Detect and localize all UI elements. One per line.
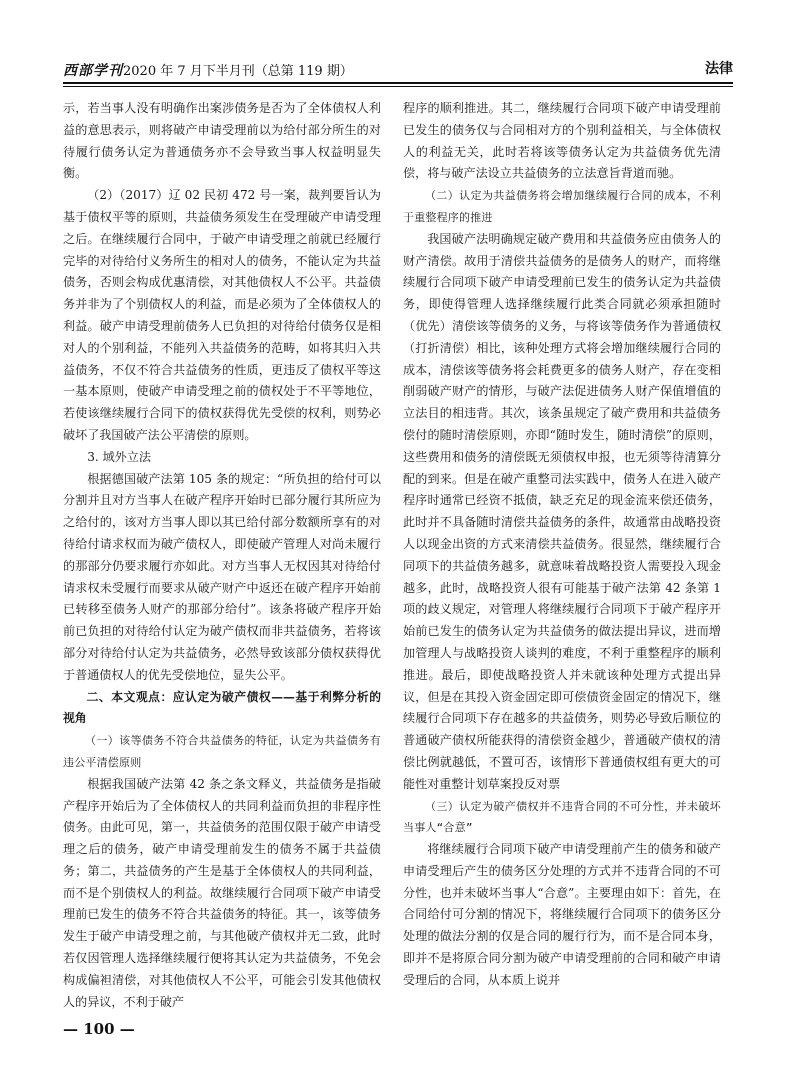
section-label: 法律 — [705, 61, 733, 77]
page-number: — 100 — — [63, 1020, 135, 1038]
paragraph: 将继续履行合同项下破产申请受理前产生的债务和破产申请受理后产生的债务区分处理的方式并不违背合同的不可分性，也并未破坏当事人“合意”。主要理由如下：首先，在合同给付可分割的情况下，将继续履行合同项下的债务区分处理的做法分割的仅是合同的履行行为，而不是合同本身，即并不是将原合同分割为破产申请受理前的合同和破产申请受理后的合同，从本质上说并 — [403, 842, 721, 987]
journal-masthead — [63, 60, 353, 80]
issue-info: 2020 年 7 月下半月刊（总第 119 期） — [123, 64, 353, 79]
right-column — [403, 98, 721, 992]
page-header — [63, 58, 733, 82]
journal-brand: 西部学刊 — [63, 63, 123, 79]
header-rule-thick — [63, 82, 733, 84]
paragraph: 示，若当事人没有明确作出案涉债务是否为了全体债权人利益的意思表示，则将破产申请受理前以为给付部分所生的对待履行债务认定为普通债务亦不会导致当事人权益明显失衡。 — [63, 101, 381, 181]
section-heading: 二、本文观点：应认定为破产债权——基于利弊分析的视角 — [63, 689, 381, 726]
paragraph: 我国破产法明确规定破产费用和共益债务应由债务人的财产清偿。故用于清偿共益债务的是债务人的财产，而将继续履行合同项下破产申请受理前已发生的债务认定为共益债务，即使得管理人选择继续履行此类合同就必须承担随时（优先）清偿该等债务的义务，与将该等债务作为普通债权（打折清偿）相比，该种处理方式将会增加继续履行合同的成本，清偿该等债务将会耗费更多的债务人财产，存在变相削弱破产财产的情形，与破产法促进债务人财产保值增值的立法目的相违背。其次，该条虽规定了破产费用和共益债务偿付的随时清偿原则，亦即“随时发生，随时清偿”的原则，这些费用和债务的清偿既无须债权申报，也无须等待清算分配的到来。但是在破产重整司法实践中，债务人在进入破产程序时通常已经资不抵债，缺乏充足的现金流来偿还债务，此时并不具备随时清偿共益债务的条件，故通常由战略投资人以现金出资的方式来清偿共益债务。很显然，继续履行合同项下的共益债务越多，就意味着战略投资人需要投入现金越多，此时，战略投资人很有可能基于破产法第 42 条第 1 项的歧义规定，对管理人将继续履行合同项下于破产程序开始前已发生的债务认定为共益债务的做法提出异议，进而增加管理人与战略投资人谈判的难度，不利于重整程序的顺利推进。最后，即使战略投资人并未就该种处理方式提出异议，但是在其投入资金固定即可偿债资金固定的情况下，继续履行合同项下存在越多的共益债务，则势必导致后顺位的普通破产债权所能获得的清偿资金越少，普通破产债权的清偿比例就越低，不置可否，该情形下普通债权组有更大的可能性对重整计划草案投反对票 — [403, 231, 721, 791]
header-rule-thin — [63, 86, 733, 87]
paragraph: 根据德国破产法第 105 条的规定：“所负担的给付可以分割并且对方当事人在破产程序开始时已部分履行其所应为之给付的，该对方当事人即以其已给付部分数额所享有的对待给付请求权而为破产债权人，即使破产管理人对尚未履行的那部分仍要求履行亦如此。对方当事人无权因其对待给付请求权未受履行而要求从破产财产中返还在破产程序开始前已转移至债务人财产的那部分给付”。该条将破产程序开始前已负担的对待给付认定为破产债权而非共益债务，若将该部分对待给付认定为共益债务，必然导致该部分债权获得优于普通债权人的优先受偿地位，显失公平。 — [63, 471, 381, 682]
left-column — [63, 98, 381, 1013]
subsection-heading: （一）该等债务不符合共益债务的特征，认定为共益债务有违公平清偿原则 — [63, 734, 381, 769]
paragraph: 根据我国破产法第 42 条之条文释义，共益债务是指破产程序开始后为了全体债权人的共同利益而负担的非程序性债务。由此可见，第一，共益债务的范围仅限于破产申请受理之后的债务，破产申请受理前发生的债务不属于共益债务；第二，共益债务的产生是基于全体债权人的共同利益，而不是个别债权人的利益。故继续履行合同项下破产申请受理前已发生的债务不符合共益债务的特征。其一，该等债务发生于破产申请受理之前，与其他破产债权并无二致，此时若仅因管理人选择继续履行便将其认定为共益债务，不免会构成偏袒清偿，对其他债权人不公平，可能会引发其他债权人的异议，不利于破产 — [63, 776, 381, 1009]
subsection-heading: （二）认定为共益债务将会增加继续履行合同的成本，不利于重整程序的推进 — [403, 189, 721, 224]
paragraph: 3. 域外立法 — [87, 449, 151, 464]
paragraph: （2）（2017）辽 02 民初 472 号一案，裁判要旨认为基于债权平等的原则，共益债务须发生在受理破产申请受理之后。在继续履行合同中，于破产申请受理之前就已经履行完毕的对待给付义务所生的相对人的债务，不能认定为共益债务，否则会构成优惠清偿，对其他债权人不公平。共益债务并非为了个别债权人的利益，而是必须为了全体债权人的利益。破产申请受理前债务人已负担的对待给付债务仅是相对人的个别利益，不能列入共益债务的范畴，如将其归入共益债务，不仅不符合共益债务的性质，更违反了债权平等这一基本原则，使破产申请受理之前的债权处于不平等地位，若使该继续履行合同下的债权获得优先受偿的权利，则势必破坏了我国破产法公平清偿的原则。 — [63, 188, 381, 442]
paragraph: 程序的顺利推进。其二，继续履行合同项下破产申请受理前已发生的债务仅与合同相对方的个别利益相关，与全体债权人的利益无关，此时若将该等债务认定为共益债务优先清偿，将与破产法设立共益债务的立法意旨背道而驰。 — [403, 101, 721, 181]
subsection-heading: （三）认定为破产债权并不违背合同的不可分性，并未破坏当事人“合意” — [403, 799, 721, 835]
